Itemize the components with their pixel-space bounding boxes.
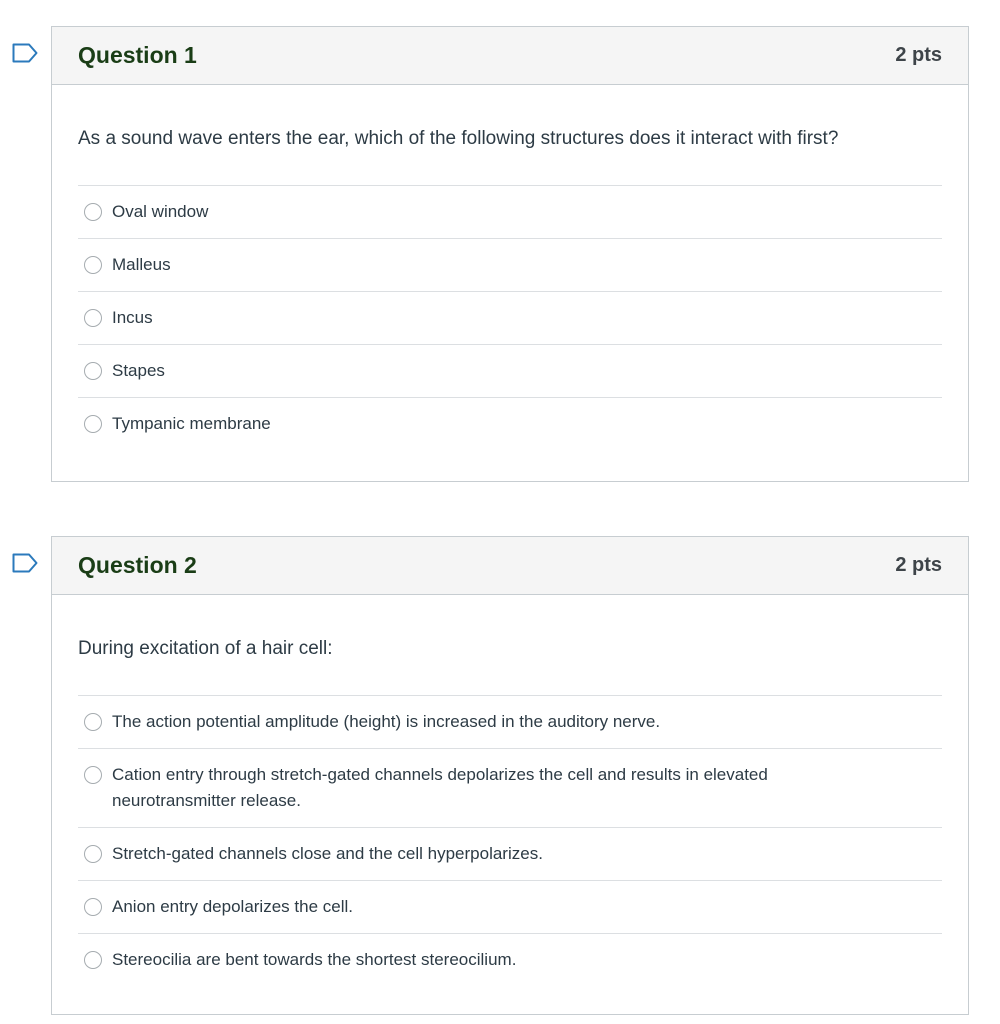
answer-label: Malleus	[112, 255, 171, 274]
answer-option[interactable]	[78, 881, 942, 934]
radio-unselected-icon[interactable]	[84, 309, 102, 327]
question-title: Question 1	[78, 42, 197, 68]
flag-question-icon[interactable]	[12, 43, 38, 63]
flag-question-icon[interactable]	[12, 553, 38, 573]
answer-option[interactable]	[78, 749, 942, 828]
question-header	[52, 27, 968, 85]
answer-label: Stapes	[112, 361, 165, 380]
question-body	[52, 85, 968, 451]
radio-unselected-icon[interactable]	[84, 415, 102, 433]
radio-unselected-icon[interactable]	[84, 256, 102, 274]
answer-label: Anion entry depolarizes the cell.	[112, 897, 353, 916]
question-header	[52, 537, 968, 595]
answer-option[interactable]	[78, 186, 942, 239]
answer-label: Cation entry through stretch-gated channels depolarizes the cell and results in elevated neurotransmitter release.	[112, 765, 768, 810]
radio-unselected-icon[interactable]	[84, 766, 102, 784]
radio-unselected-icon[interactable]	[84, 362, 102, 380]
answer-option[interactable]	[78, 239, 942, 292]
question-card-2	[51, 536, 969, 1015]
question-card-1	[51, 26, 969, 482]
question-text: During excitation of a hair cell:	[78, 638, 333, 659]
question-points: 2 pts	[895, 554, 942, 576]
radio-unselected-icon[interactable]	[84, 951, 102, 969]
answer-label: The action potential amplitude (height) is increased in the auditory nerve.	[112, 712, 661, 731]
answer-label: Stretch-gated channels close and the cell hyperpolarizes.	[112, 844, 543, 863]
answer-option[interactable]	[78, 828, 942, 881]
answer-label: Stereocilia are bent towards the shortest stereocilium.	[112, 950, 517, 969]
radio-unselected-icon[interactable]	[84, 203, 102, 221]
answer-label: Tympanic membrane	[112, 414, 271, 433]
question-text: As a sound wave enters the ear, which of the following structures does it interact with first?	[78, 128, 839, 149]
answer-option[interactable]	[78, 398, 942, 451]
question-points: 2 pts	[895, 44, 942, 66]
answer-option[interactable]	[78, 292, 942, 345]
question-title: Question 2	[78, 552, 197, 578]
answer-list	[78, 695, 942, 987]
radio-unselected-icon[interactable]	[84, 713, 102, 731]
answer-option[interactable]	[78, 696, 942, 749]
answer-option[interactable]	[78, 934, 942, 987]
answer-label: Oval window	[112, 202, 209, 221]
answer-label: Incus	[112, 308, 153, 327]
question-body	[52, 595, 968, 987]
answer-option[interactable]	[78, 345, 942, 398]
radio-unselected-icon[interactable]	[84, 845, 102, 863]
answer-list	[78, 185, 942, 451]
radio-unselected-icon[interactable]	[84, 898, 102, 916]
